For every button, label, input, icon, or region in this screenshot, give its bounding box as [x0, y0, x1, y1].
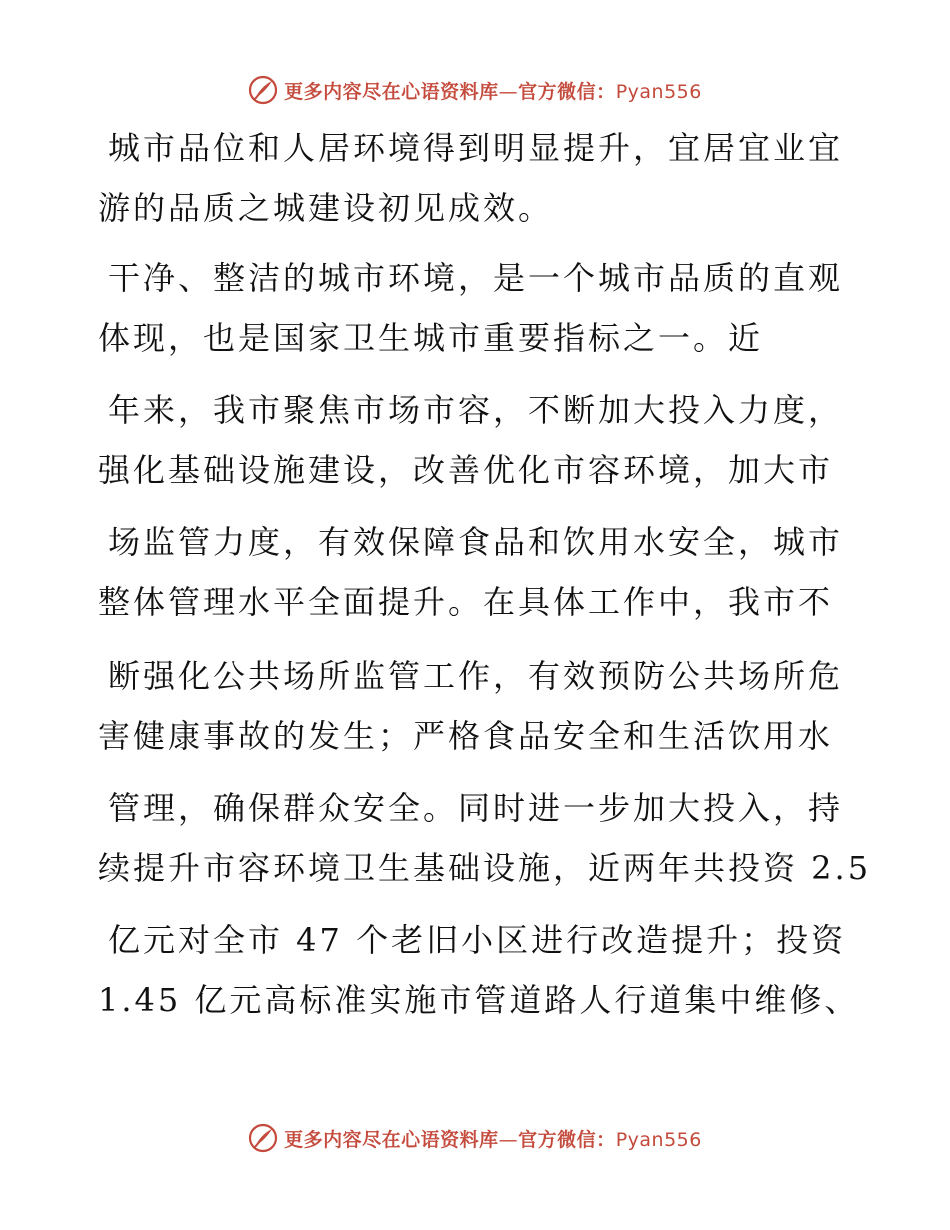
- text-line: 管理，确保群众安全。同时进一步加大投入，持: [108, 789, 844, 827]
- watermark-wechat-id: Pyan556: [615, 80, 702, 103]
- watermark-wechat-label: 官方微信：: [518, 1128, 616, 1151]
- footer-watermark: [0, 1118, 950, 1158]
- watermark-dash: —: [498, 80, 519, 103]
- text-line: 游的品质之城建设初见成效。: [98, 189, 554, 227]
- text-line: 断强化公共场所监管工作，有效预防公共场所危: [108, 657, 844, 695]
- feather-logo-icon: [248, 75, 278, 105]
- watermark-text: 更多内容尽在心语资料库: [284, 80, 499, 103]
- text-line: 城市品位和人居环境得到明显提升，宜居宜业宜: [108, 129, 844, 167]
- text-line: 1.45 亿元高标准实施市管道路人行道集中维修、: [98, 981, 860, 1019]
- feather-logo-icon: [248, 1123, 278, 1153]
- watermark-dash: —: [498, 1128, 519, 1151]
- text-line: 强化基础设施建设，改善优化市容环境，加大市: [98, 451, 834, 489]
- watermark-wechat-label: 官方微信：: [518, 80, 616, 103]
- text-line: 整体管理水平全面提升。在具体工作中，我市不: [98, 583, 834, 621]
- text-line: 年来，我市聚焦市场市容，不断加大投入力度，: [108, 391, 844, 429]
- watermark-wechat-id: Pyan556: [615, 1128, 702, 1151]
- text-line: 干净、整洁的城市环境，是一个城市品质的直观: [108, 259, 844, 297]
- text-line: 体现，也是国家卫生城市重要指标之一。近: [98, 319, 764, 357]
- text-line: 场监管力度，有效保障食品和饮用水安全，城市: [108, 523, 844, 561]
- text-line: 害健康事故的发生；严格食品安全和生活饮用水: [98, 717, 834, 755]
- header-watermark: [0, 70, 950, 110]
- text-line: 续提升市容环境卫生基础设施，近两年共投资 2.5: [98, 849, 872, 887]
- text-line: 亿元对全市 47 个老旧小区进行改造提升；投资: [108, 921, 847, 959]
- watermark-text: 更多内容尽在心语资料库: [284, 1128, 499, 1151]
